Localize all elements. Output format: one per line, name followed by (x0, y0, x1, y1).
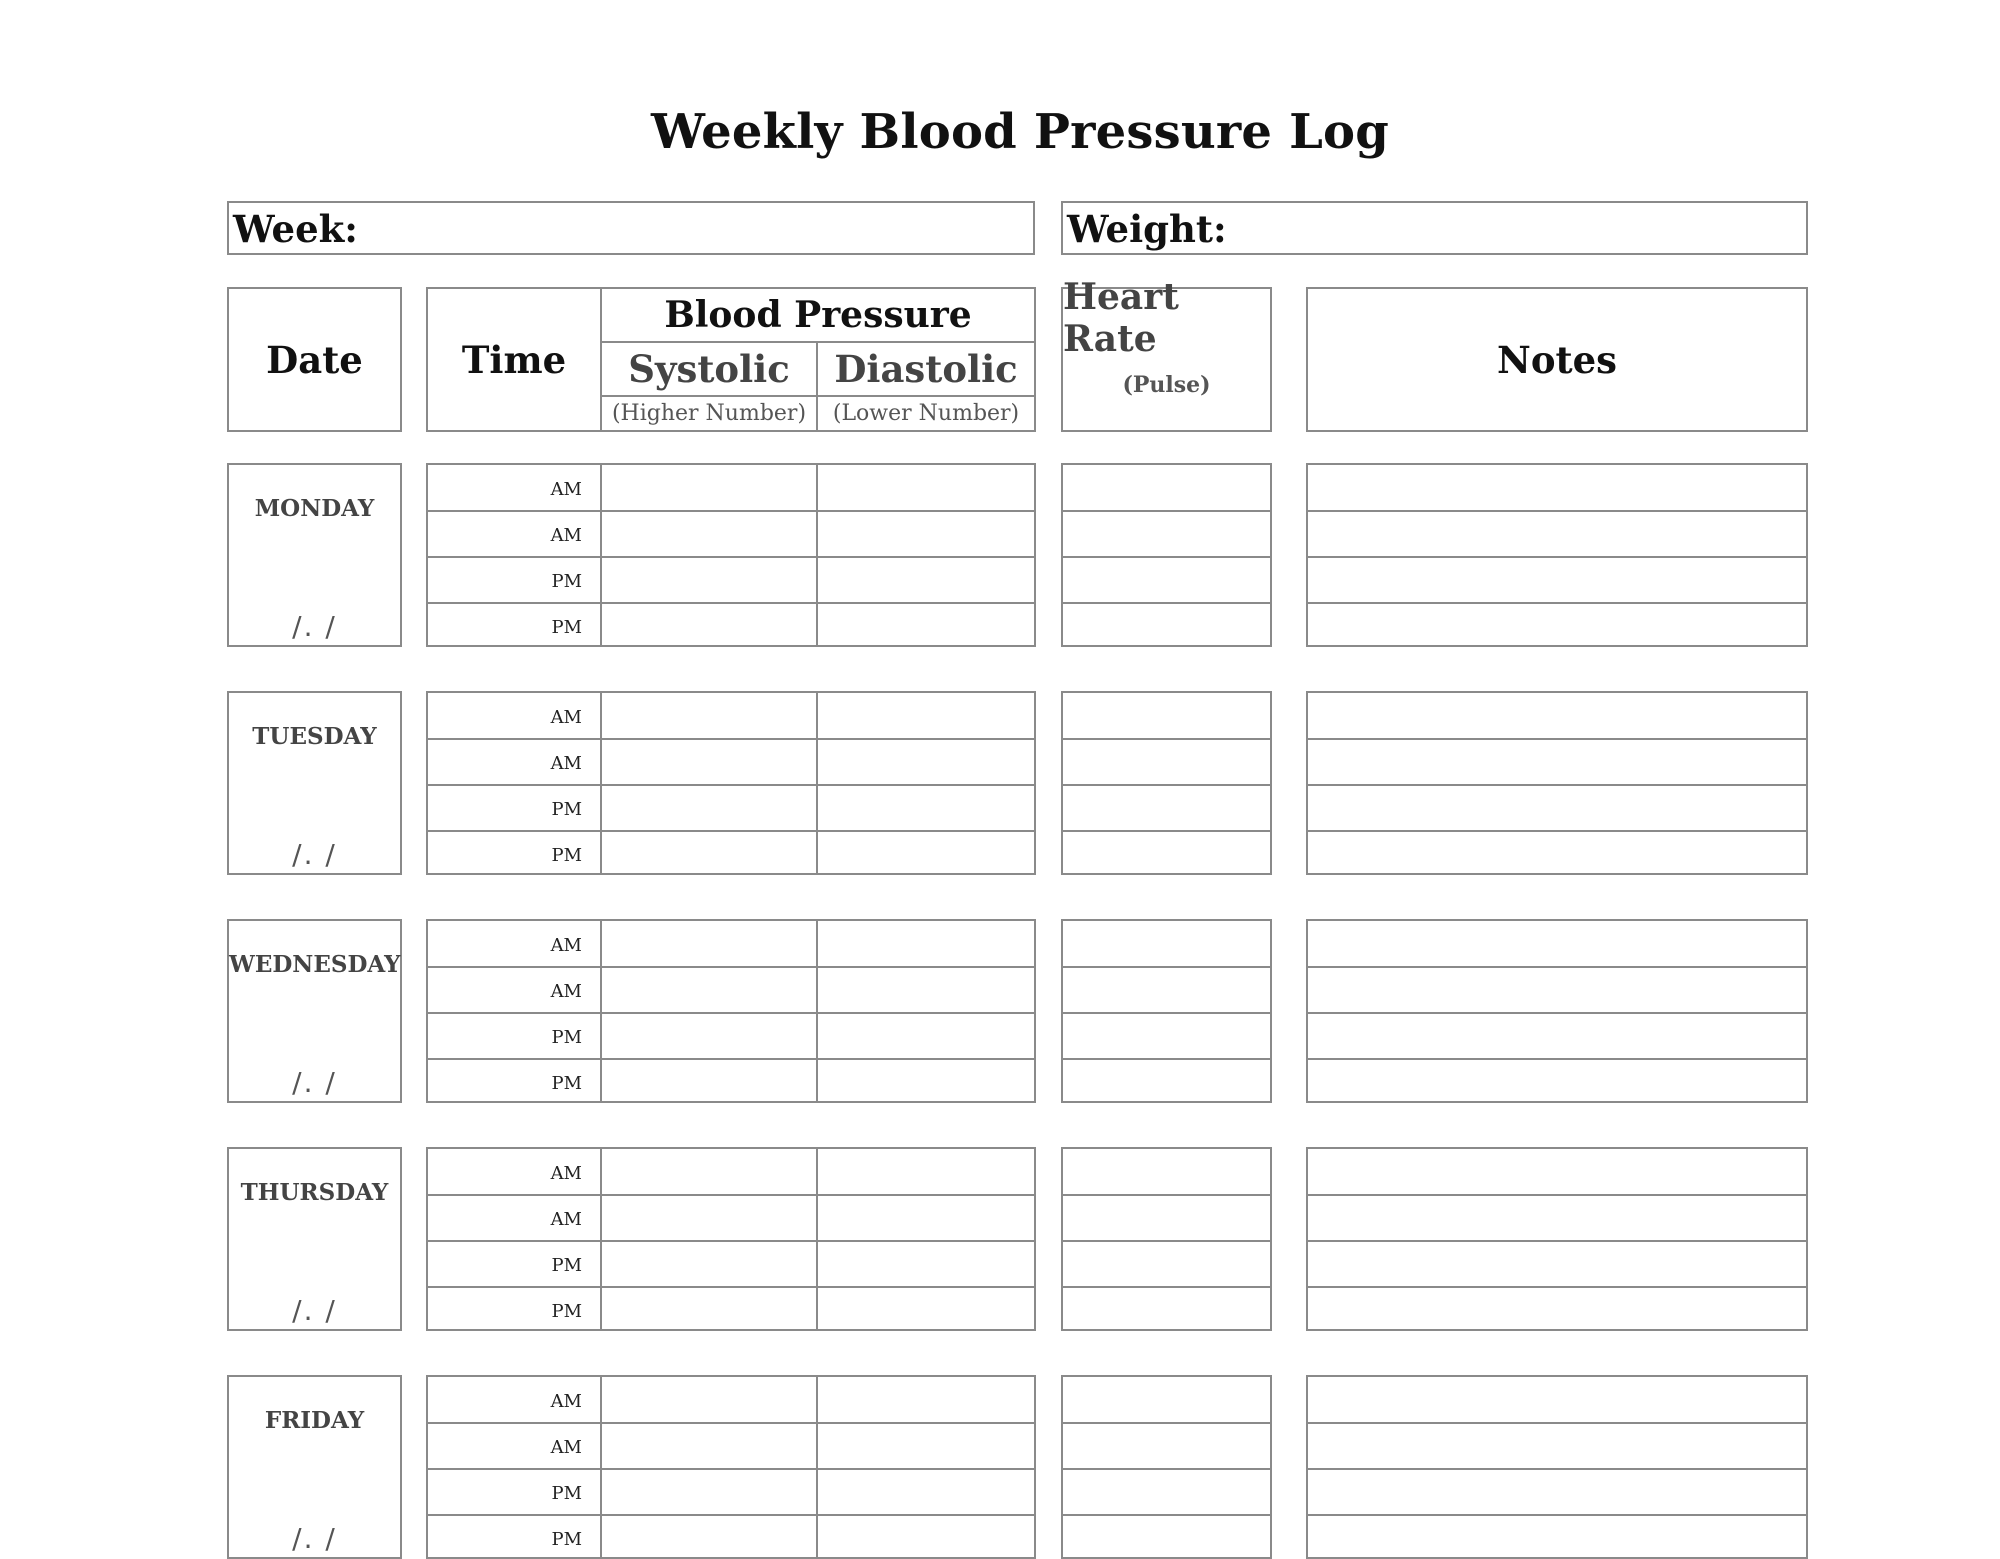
diastolic-entry[interactable] (818, 1515, 1034, 1559)
diastolic-entry[interactable] (818, 739, 1034, 783)
time-header (428, 289, 600, 430)
diastolic-entry[interactable] (818, 1149, 1034, 1193)
day-name: WEDNESDAY (229, 951, 401, 978)
systolic-entry[interactable] (602, 1515, 816, 1559)
time-bp-grid (426, 691, 1036, 875)
time-period-label: AM (550, 1391, 582, 1412)
diastolic-entry[interactable] (818, 557, 1034, 601)
systolic-entry[interactable] (602, 1059, 816, 1103)
time-period-label: PM (551, 1255, 582, 1276)
time-period-label: AM (550, 1209, 582, 1230)
date-cell[interactable] (227, 1375, 402, 1559)
notes-grid (1306, 463, 1808, 647)
date-header-label: Date (266, 337, 363, 382)
systolic-entry[interactable] (602, 465, 816, 509)
systolic-entry[interactable] (602, 1423, 816, 1467)
heart-rate-entry[interactable] (1063, 1469, 1270, 1513)
time-period-label: PM (551, 1483, 582, 1504)
heart-rate-entry[interactable] (1063, 1013, 1270, 1057)
heart-rate-entry[interactable] (1063, 557, 1270, 601)
time-period-label: PM (551, 617, 582, 638)
date-placeholder: /. / (292, 1066, 337, 1099)
systolic-entry[interactable] (602, 1469, 816, 1513)
systolic-entry[interactable] (602, 511, 816, 555)
systolic-entry[interactable] (602, 557, 816, 601)
systolic-entry[interactable] (602, 739, 816, 783)
heart-rate-grid (1061, 463, 1272, 647)
diastolic-entry[interactable] (818, 1469, 1034, 1513)
notes-header (1306, 287, 1808, 432)
notes-entry[interactable] (1308, 1241, 1806, 1285)
time-bp-grid (426, 1375, 1036, 1559)
heart-rate-entry[interactable] (1063, 1287, 1270, 1331)
systolic-entry[interactable] (602, 1241, 816, 1285)
diastolic-entry[interactable] (818, 465, 1034, 509)
notes-entry[interactable] (1308, 1195, 1806, 1239)
diastolic-entry[interactable] (818, 1287, 1034, 1331)
notes-entry[interactable] (1308, 1059, 1806, 1103)
notes-entry[interactable] (1308, 921, 1806, 965)
day-name: MONDAY (254, 495, 375, 522)
systolic-entry[interactable] (602, 1287, 816, 1331)
diastolic-entry[interactable] (818, 1423, 1034, 1467)
diastolic-entry[interactable] (818, 1377, 1034, 1421)
time-period-label: AM (550, 935, 582, 956)
systolic-entry[interactable] (602, 1195, 816, 1239)
diastolic-entry[interactable] (818, 693, 1034, 737)
systolic-entry[interactable] (602, 831, 816, 875)
notes-entry[interactable] (1308, 739, 1806, 783)
date-placeholder: /. / (292, 1522, 337, 1555)
heart-rate-sub-label: (Pulse) (1122, 372, 1211, 398)
time-period-label: AM (550, 1163, 582, 1184)
time-bp-grid (426, 463, 1036, 647)
diastolic-sub-label: (Lower Number) (832, 401, 1020, 426)
systolic-entry[interactable] (602, 603, 816, 647)
heart-rate-entry[interactable] (1063, 1059, 1270, 1103)
heart-rate-grid (1061, 1375, 1272, 1559)
diastolic-entry[interactable] (818, 603, 1034, 647)
date-header (227, 287, 402, 432)
notes-entry[interactable] (1308, 1013, 1806, 1057)
systolic-entry[interactable] (602, 1013, 816, 1057)
notes-grid (1306, 1147, 1808, 1331)
heart-rate-entry[interactable] (1063, 511, 1270, 555)
time-period-label: AM (550, 981, 582, 1002)
systolic-entry[interactable] (602, 967, 816, 1011)
heart-rate-entry[interactable] (1063, 1241, 1270, 1285)
notes-entry[interactable] (1308, 603, 1806, 647)
time-period-label: PM (551, 1301, 582, 1322)
time-bp-header (426, 287, 1036, 432)
notes-entry[interactable] (1308, 465, 1806, 509)
time-period-label: AM (550, 479, 582, 500)
notes-entry[interactable] (1308, 511, 1806, 555)
time-period-label: AM (550, 1437, 582, 1458)
heart-rate-header (1061, 276, 1272, 432)
heart-rate-entry[interactable] (1063, 1515, 1270, 1559)
systolic-entry[interactable] (602, 1377, 816, 1421)
heart-rate-label: Heart Rate (1063, 276, 1179, 360)
notes-entry[interactable] (1308, 967, 1806, 1011)
notes-entry[interactable] (1308, 1423, 1806, 1467)
notes-grid (1306, 919, 1808, 1103)
diastolic-entry[interactable] (818, 511, 1034, 555)
heart-rate-entry[interactable] (1063, 1377, 1270, 1421)
systolic-entry[interactable] (602, 1149, 816, 1193)
heart-rate-entry[interactable] (1063, 967, 1270, 1011)
heart-rate-entry[interactable] (1063, 921, 1270, 965)
diastolic-entry[interactable] (818, 1195, 1034, 1239)
day-name: THURSDAY (240, 1179, 389, 1206)
date-placeholder: /. / (292, 838, 337, 871)
notes-header-label: Notes (1497, 337, 1617, 382)
time-period-label: PM (551, 1529, 582, 1550)
date-placeholder: /. / (292, 610, 337, 643)
date-cell[interactable] (227, 691, 402, 875)
notes-entry[interactable] (1308, 1469, 1806, 1513)
notes-entry[interactable] (1308, 693, 1806, 737)
date-cell[interactable] (227, 463, 402, 647)
time-bp-grid (426, 1147, 1036, 1331)
notes-entry[interactable] (1308, 1515, 1806, 1559)
weight-field[interactable] (1061, 201, 1808, 255)
notes-entry[interactable] (1308, 1377, 1806, 1421)
heart-rate-entry[interactable] (1063, 465, 1270, 509)
systolic-entry[interactable] (602, 785, 816, 829)
time-period-label: PM (551, 799, 582, 820)
diastolic-entry[interactable] (818, 1013, 1034, 1057)
weight-label: Weight: (1067, 207, 1227, 251)
date-placeholder: /. / (292, 1294, 337, 1327)
time-bp-grid (426, 919, 1036, 1103)
systolic-sub-label: (Higher Number) (611, 401, 807, 426)
day-name: TUESDAY (252, 723, 377, 750)
systolic-subheader (602, 397, 816, 430)
diastolic-label: Diastolic (834, 347, 1018, 391)
notes-entry[interactable] (1308, 1287, 1806, 1331)
notes-entry[interactable] (1308, 831, 1806, 875)
notes-grid (1306, 691, 1808, 875)
diastolic-entry[interactable] (818, 1241, 1034, 1285)
time-period-label: PM (551, 1027, 582, 1048)
notes-entry[interactable] (1308, 1149, 1806, 1193)
day-name: FRIDAY (264, 1407, 365, 1434)
diastolic-entry[interactable] (818, 1059, 1034, 1103)
time-period-label: AM (550, 525, 582, 546)
notes-entry[interactable] (1308, 785, 1806, 829)
page-title: Weekly Blood Pressure Log (650, 104, 1389, 160)
heart-rate-entry[interactable] (1063, 1149, 1270, 1193)
diastolic-header (818, 343, 1034, 395)
heart-rate-grid (1061, 919, 1272, 1103)
heart-rate-entry[interactable] (1063, 693, 1270, 737)
heart-rate-grid (1061, 691, 1272, 875)
diastolic-subheader (818, 397, 1034, 430)
time-period-label: PM (551, 845, 582, 866)
diastolic-entry[interactable] (818, 785, 1034, 829)
systolic-entry[interactable] (602, 921, 816, 965)
time-period-label: AM (550, 707, 582, 728)
heart-rate-entry[interactable] (1063, 1195, 1270, 1239)
time-header-label: Time (461, 337, 567, 382)
week-label: Week: (233, 207, 358, 251)
heart-rate-entry[interactable] (1063, 1423, 1270, 1467)
heart-rate-entry[interactable] (1063, 603, 1270, 647)
systolic-entry[interactable] (602, 693, 816, 737)
notes-grid (1306, 1375, 1808, 1559)
heart-rate-entry[interactable] (1063, 831, 1270, 875)
diastolic-entry[interactable] (818, 967, 1034, 1011)
notes-entry[interactable] (1308, 557, 1806, 601)
systolic-label: Systolic (628, 347, 790, 391)
heart-rate-grid (1061, 1147, 1272, 1331)
week-field[interactable] (227, 201, 1035, 255)
diastolic-entry[interactable] (818, 921, 1034, 965)
heart-rate-entry[interactable] (1063, 739, 1270, 783)
time-period-label: PM (551, 1073, 582, 1094)
blood-pressure-label: Blood Pressure (664, 294, 972, 336)
date-cell[interactable] (227, 1147, 402, 1331)
blood-pressure-header (602, 289, 1034, 341)
diastolic-entry[interactable] (818, 831, 1034, 875)
time-period-label: AM (550, 753, 582, 774)
heart-rate-entry[interactable] (1063, 785, 1270, 829)
systolic-header (602, 343, 816, 395)
time-period-label: PM (551, 571, 582, 592)
date-cell[interactable] (227, 919, 402, 1103)
